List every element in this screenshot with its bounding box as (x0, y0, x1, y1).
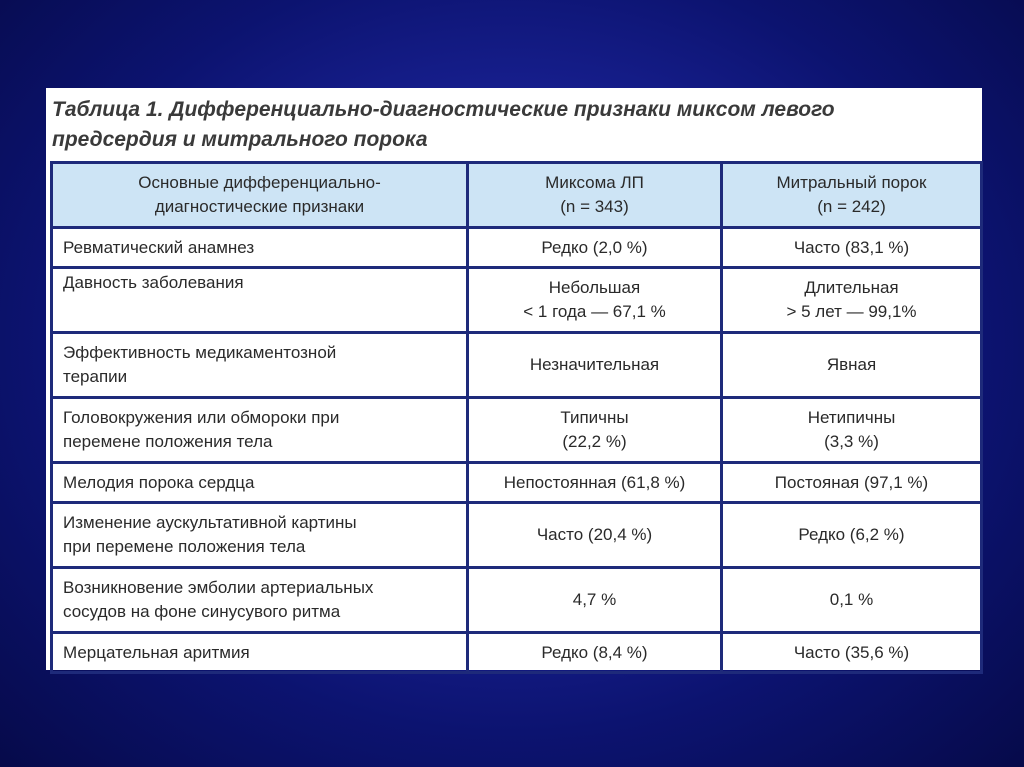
table-title (52, 95, 972, 155)
myxoma-cell (468, 463, 722, 503)
myxoma-cell (468, 398, 722, 463)
mitral-cell (722, 333, 982, 398)
cell-line: Часто (35,6 %) (793, 642, 910, 662)
mitral-cell (722, 398, 982, 463)
table-row (52, 503, 982, 568)
table-row (52, 333, 982, 398)
feature-cell (52, 568, 468, 633)
feature-cell (52, 333, 468, 398)
header-cell-line: Основные дифференциально- (138, 173, 381, 192)
cell-line: Мерцательная аритмия (63, 642, 250, 662)
mitral-cell (722, 228, 982, 268)
cell-line: Редко (8,4 %) (541, 642, 648, 662)
cell-line: Типичны (560, 408, 629, 427)
cell-line: Редко (2,0 %) (541, 237, 648, 257)
header-cell-myxoma (468, 163, 722, 228)
cell-line: < 1 года — 67,1 % (523, 302, 666, 321)
cell-line: Длительная (804, 278, 899, 297)
table-title-line: предсердия и митрального порока (52, 128, 428, 151)
header-cell-line: Миксома ЛП (545, 173, 644, 192)
mitral-cell (722, 503, 982, 568)
header-cell-line: диагностические признаки (154, 197, 365, 216)
cell-line: Мелодия порока сердца (63, 472, 255, 492)
cell-line: перемене положения тела (63, 432, 273, 451)
mitral-cell (722, 463, 982, 503)
myxoma-cell (468, 268, 722, 333)
header-row (52, 163, 982, 228)
table-title-line: Таблица 1. Дифференциально-диагностические признаки миксом левого (52, 98, 835, 121)
cell-line: Небольшая (548, 278, 641, 297)
header-cell-features (52, 163, 468, 228)
cell-line: Головокружения или обмороки при (63, 408, 340, 427)
cell-line: Изменение аускультативной картины (63, 513, 357, 532)
cell-line: > 5 лет — 99,1% (786, 302, 917, 321)
feature-cell (52, 463, 468, 503)
cell-line: Незначительная (529, 355, 660, 374)
table-row (52, 398, 982, 463)
cell-line: Часто (83,1 %) (793, 237, 910, 257)
cell-line: 4,7 % (572, 590, 617, 609)
mitral-cell (722, 633, 982, 673)
myxoma-cell (468, 568, 722, 633)
header-cell-line: (n = 343) (560, 197, 629, 216)
cell-line: Возникновение эмболии артериальных (63, 578, 374, 597)
table-row (52, 228, 982, 268)
cell-line: Нетипичны (807, 408, 896, 427)
table-row (52, 463, 982, 503)
table-document (46, 88, 982, 670)
feature-cell (52, 398, 468, 463)
cell-line: терапии (63, 367, 128, 386)
mitral-cell (722, 268, 982, 333)
table-header (52, 163, 982, 228)
cell-line: Редко (6,2 %) (798, 525, 905, 544)
table-row (52, 268, 982, 333)
myxoma-cell (468, 633, 722, 673)
cell-line: сосудов на фоне синусувого ритма (63, 602, 341, 621)
mitral-cell (722, 568, 982, 633)
feature-cell (52, 268, 468, 333)
myxoma-cell (468, 333, 722, 398)
comparison-table (50, 161, 983, 674)
header-cell-mitral (722, 163, 982, 228)
cell-line: (3,3 %) (824, 432, 879, 451)
header-cell-line: (n = 242) (817, 197, 886, 216)
table-body (52, 228, 982, 673)
cell-line: Ревматический анамнез (63, 237, 255, 257)
feature-cell (52, 228, 468, 268)
table-row (52, 633, 982, 673)
cell-line: Часто (20,4 %) (536, 525, 653, 544)
cell-line: 0,1 % (829, 590, 874, 609)
cell-line: при перемене положения тела (63, 537, 306, 556)
feature-cell (52, 503, 468, 568)
cell-line: Давность заболевания (63, 273, 244, 292)
myxoma-cell (468, 228, 722, 268)
cell-line: Постояная (97,1 %) (774, 472, 929, 492)
header-cell-line: Митральный порок (776, 173, 927, 192)
feature-cell (52, 633, 468, 673)
cell-line: Непостоянная (61,8 %) (503, 472, 686, 492)
myxoma-cell (468, 503, 722, 568)
cell-line: (22,2 %) (562, 432, 627, 451)
table-row (52, 568, 982, 633)
cell-line: Эффективность медикаментозной (63, 343, 337, 362)
cell-line: Явная (826, 355, 877, 374)
